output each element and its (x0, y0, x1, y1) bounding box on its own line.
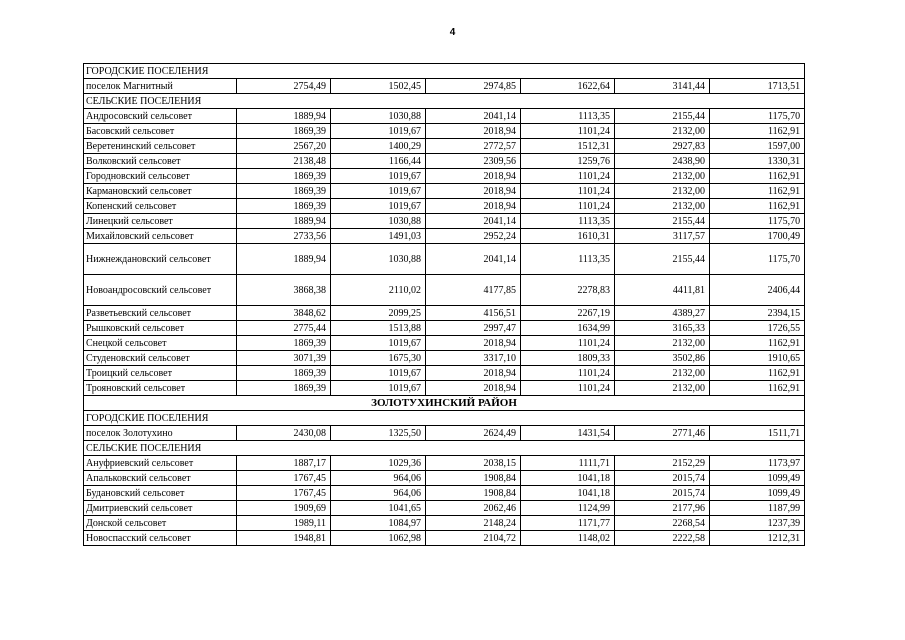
value-cell: 1869,39 (237, 124, 331, 139)
table-row (84, 139, 805, 154)
value-cell: 1597,00 (710, 139, 805, 154)
table-row (84, 351, 805, 366)
value-cell: 2438,90 (615, 154, 710, 169)
value-cell: 1700,49 (710, 229, 805, 244)
value-cell: 2772,57 (426, 139, 521, 154)
settlement-name: поселок Магнитный (84, 79, 237, 94)
section-heading: СЕЛЬСКИЕ ПОСЕЛЕНИЯ (84, 441, 805, 456)
value-cell: 1101,24 (521, 199, 615, 214)
settlement-name: Волковский сельсовет (84, 154, 237, 169)
value-cell: 2927,83 (615, 139, 710, 154)
value-cell: 1173,97 (710, 456, 805, 471)
table-row (84, 486, 805, 501)
value-cell: 2015,74 (615, 486, 710, 501)
value-cell: 1908,84 (426, 486, 521, 501)
section-heading: ГОРОДСКИЕ ПОСЕЛЕНИЯ (84, 64, 805, 79)
value-cell: 1989,11 (237, 516, 331, 531)
section-heading-row (84, 441, 805, 456)
table-row (84, 154, 805, 169)
value-cell: 2155,44 (615, 244, 710, 275)
value-cell: 1513,88 (331, 321, 426, 336)
table-row (84, 214, 805, 229)
value-cell: 2062,46 (426, 501, 521, 516)
value-cell: 1869,39 (237, 184, 331, 199)
value-cell: 1889,94 (237, 214, 331, 229)
value-cell: 1101,24 (521, 169, 615, 184)
value-cell: 3868,38 (237, 275, 331, 306)
value-cell: 1162,91 (710, 381, 805, 396)
value-cell: 2018,94 (426, 199, 521, 214)
settlement-name: Апальковский сельсовет (84, 471, 237, 486)
value-cell: 1869,39 (237, 199, 331, 214)
value-cell: 1237,39 (710, 516, 805, 531)
settlement-name: Донской сельсовет (84, 516, 237, 531)
settlement-name: Студеновский сельсовет (84, 351, 237, 366)
settlement-name: Разветьевский сельсовет (84, 306, 237, 321)
settlement-name: Нижнеждановский сельсовет (84, 244, 237, 275)
table-row (84, 169, 805, 184)
page-number: 4 (449, 27, 456, 38)
value-cell: 2018,94 (426, 366, 521, 381)
value-cell: 1162,91 (710, 184, 805, 199)
value-cell: 1101,24 (521, 381, 615, 396)
value-cell: 1909,69 (237, 501, 331, 516)
value-cell: 2138,48 (237, 154, 331, 169)
value-cell: 1019,67 (331, 199, 426, 214)
value-cell: 2110,02 (331, 275, 426, 306)
table-row (84, 516, 805, 531)
value-cell: 1148,02 (521, 531, 615, 546)
value-cell: 1019,67 (331, 336, 426, 351)
value-cell: 1019,67 (331, 169, 426, 184)
district-heading-row (84, 396, 805, 411)
value-cell: 2018,94 (426, 336, 521, 351)
value-cell: 3317,10 (426, 351, 521, 366)
value-cell: 1041,18 (521, 486, 615, 501)
value-cell: 3848,62 (237, 306, 331, 321)
value-cell: 1259,76 (521, 154, 615, 169)
value-cell: 1400,29 (331, 139, 426, 154)
value-cell: 1175,70 (710, 214, 805, 229)
value-cell: 1431,54 (521, 426, 615, 441)
settlement-name: поселок Золотухино (84, 426, 237, 441)
value-cell: 1726,55 (710, 321, 805, 336)
settlement-name: Снецкой сельсовет (84, 336, 237, 351)
value-cell: 1175,70 (710, 109, 805, 124)
settlement-name: Будановский сельсовет (84, 486, 237, 501)
value-cell: 1111,71 (521, 456, 615, 471)
settlement-name: Дмитриевский сельсовет (84, 501, 237, 516)
section-heading: СЕЛЬСКИЕ ПОСЕЛЕНИЯ (84, 94, 805, 109)
table-row (84, 275, 805, 306)
value-cell: 2430,08 (237, 426, 331, 441)
settlement-name: Трояновский сельсовет (84, 381, 237, 396)
table-row (84, 184, 805, 199)
section-heading-row (84, 94, 805, 109)
value-cell: 1171,77 (521, 516, 615, 531)
value-cell: 2974,85 (426, 79, 521, 94)
settlement-name: Кармановский сельсовет (84, 184, 237, 199)
value-cell: 2952,24 (426, 229, 521, 244)
table-row (84, 531, 805, 546)
value-cell: 2309,56 (426, 154, 521, 169)
table-row (84, 244, 805, 275)
table-row (84, 124, 805, 139)
value-cell: 1162,91 (710, 336, 805, 351)
settlement-name: Андросовский сельсовет (84, 109, 237, 124)
value-cell: 1675,30 (331, 351, 426, 366)
value-cell: 2997,47 (426, 321, 521, 336)
value-cell: 2268,54 (615, 516, 710, 531)
value-cell: 1019,67 (331, 366, 426, 381)
value-cell: 2015,74 (615, 471, 710, 486)
value-cell: 1113,35 (521, 214, 615, 229)
value-cell: 1019,67 (331, 124, 426, 139)
table-row (84, 456, 805, 471)
value-cell: 1622,64 (521, 79, 615, 94)
value-cell: 1610,31 (521, 229, 615, 244)
value-cell: 1099,49 (710, 471, 805, 486)
settlement-name: Городновский сельсовет (84, 169, 237, 184)
value-cell: 1101,24 (521, 184, 615, 199)
value-cell: 1512,31 (521, 139, 615, 154)
table-row (84, 471, 805, 486)
value-cell: 1502,45 (331, 79, 426, 94)
value-cell: 1809,33 (521, 351, 615, 366)
value-cell: 4177,85 (426, 275, 521, 306)
value-cell: 1019,67 (331, 184, 426, 199)
value-cell: 2099,25 (331, 306, 426, 321)
value-cell: 2041,14 (426, 214, 521, 229)
settlement-name: Новоандросовский сельсовет (84, 275, 237, 306)
value-cell: 2278,83 (521, 275, 615, 306)
value-cell: 1124,99 (521, 501, 615, 516)
value-cell: 2775,44 (237, 321, 331, 336)
value-cell: 2754,49 (237, 79, 331, 94)
value-cell: 1889,94 (237, 109, 331, 124)
value-cell: 2132,00 (615, 184, 710, 199)
value-cell: 1212,31 (710, 531, 805, 546)
value-cell: 1101,24 (521, 366, 615, 381)
value-cell: 2132,00 (615, 124, 710, 139)
value-cell: 2152,29 (615, 456, 710, 471)
value-cell: 964,06 (331, 486, 426, 501)
value-cell: 1869,39 (237, 366, 331, 381)
value-cell: 2567,20 (237, 139, 331, 154)
value-cell: 3165,33 (615, 321, 710, 336)
value-cell: 1634,99 (521, 321, 615, 336)
settlement-name: Михайловский сельсовет (84, 229, 237, 244)
value-cell: 2018,94 (426, 169, 521, 184)
value-cell: 2267,19 (521, 306, 615, 321)
value-cell: 1084,97 (331, 516, 426, 531)
value-cell: 2132,00 (615, 381, 710, 396)
value-cell: 3117,57 (615, 229, 710, 244)
value-cell: 1869,39 (237, 381, 331, 396)
value-cell: 1113,35 (521, 109, 615, 124)
value-cell: 1948,81 (237, 531, 331, 546)
value-cell: 964,06 (331, 471, 426, 486)
value-cell: 1869,39 (237, 169, 331, 184)
value-cell: 1889,94 (237, 244, 331, 275)
table-row (84, 336, 805, 351)
table-row (84, 229, 805, 244)
value-cell: 2394,15 (710, 306, 805, 321)
settlement-name: Ануфриевский сельсовет (84, 456, 237, 471)
value-cell: 1041,65 (331, 501, 426, 516)
value-cell: 1491,03 (331, 229, 426, 244)
value-cell: 2155,44 (615, 214, 710, 229)
value-cell: 2148,24 (426, 516, 521, 531)
settlement-name: Линецкий сельсовет (84, 214, 237, 229)
value-cell: 2177,96 (615, 501, 710, 516)
value-cell: 2624,49 (426, 426, 521, 441)
value-cell: 2018,94 (426, 381, 521, 396)
settlement-name: Басовский сельсовет (84, 124, 237, 139)
value-cell: 2041,14 (426, 244, 521, 275)
value-cell: 2018,94 (426, 124, 521, 139)
value-cell: 1062,98 (331, 531, 426, 546)
value-cell: 2132,00 (615, 336, 710, 351)
value-cell: 1162,91 (710, 366, 805, 381)
table-row (84, 109, 805, 124)
value-cell: 1099,49 (710, 486, 805, 501)
value-cell: 1869,39 (237, 336, 331, 351)
value-cell: 1162,91 (710, 199, 805, 214)
value-cell: 1187,99 (710, 501, 805, 516)
table-row (84, 366, 805, 381)
tariff-table (83, 63, 805, 546)
table-row (84, 306, 805, 321)
value-cell: 1330,31 (710, 154, 805, 169)
section-heading-row (84, 411, 805, 426)
settlement-name: Новоспасский сельсовет (84, 531, 237, 546)
value-cell: 1887,17 (237, 456, 331, 471)
section-heading: ГОРОДСКИЕ ПОСЕЛЕНИЯ (84, 411, 805, 426)
table-row (84, 199, 805, 214)
settlement-name: Рышковский сельсовет (84, 321, 237, 336)
value-cell: 4156,51 (426, 306, 521, 321)
value-cell: 2222,58 (615, 531, 710, 546)
value-cell: 1908,84 (426, 471, 521, 486)
value-cell: 2406,44 (710, 275, 805, 306)
value-cell: 2733,56 (237, 229, 331, 244)
table-row (84, 426, 805, 441)
value-cell: 1101,24 (521, 336, 615, 351)
value-cell: 3141,44 (615, 79, 710, 94)
value-cell: 3502,86 (615, 351, 710, 366)
value-cell: 1910,65 (710, 351, 805, 366)
value-cell: 1029,36 (331, 456, 426, 471)
value-cell: 2132,00 (615, 199, 710, 214)
value-cell: 1166,44 (331, 154, 426, 169)
table-row (84, 501, 805, 516)
settlement-name: Веретенинский сельсовет (84, 139, 237, 154)
value-cell: 4389,27 (615, 306, 710, 321)
value-cell: 2018,94 (426, 184, 521, 199)
value-cell: 2771,46 (615, 426, 710, 441)
value-cell: 1713,51 (710, 79, 805, 94)
value-cell: 1030,88 (331, 214, 426, 229)
value-cell: 1162,91 (710, 169, 805, 184)
district-heading: ЗОЛОТУХИНСКИЙ РАЙОН (84, 396, 805, 411)
value-cell: 2041,14 (426, 109, 521, 124)
value-cell: 2104,72 (426, 531, 521, 546)
value-cell: 1041,18 (521, 471, 615, 486)
section-heading-row (84, 64, 805, 79)
value-cell: 1113,35 (521, 244, 615, 275)
value-cell: 4411,81 (615, 275, 710, 306)
value-cell: 1030,88 (331, 244, 426, 275)
value-cell: 1175,70 (710, 244, 805, 275)
table-row (84, 79, 805, 94)
value-cell: 2132,00 (615, 366, 710, 381)
value-cell: 2038,15 (426, 456, 521, 471)
table-row (84, 321, 805, 336)
value-cell: 1030,88 (331, 109, 426, 124)
value-cell: 2155,44 (615, 109, 710, 124)
value-cell: 2132,00 (615, 169, 710, 184)
value-cell: 1767,45 (237, 471, 331, 486)
value-cell: 1325,50 (331, 426, 426, 441)
value-cell: 1101,24 (521, 124, 615, 139)
value-cell: 1511,71 (710, 426, 805, 441)
table-row (84, 381, 805, 396)
value-cell: 1019,67 (331, 381, 426, 396)
settlement-name: Троицкий сельсовет (84, 366, 237, 381)
value-cell: 3071,39 (237, 351, 331, 366)
value-cell: 1162,91 (710, 124, 805, 139)
value-cell: 1767,45 (237, 486, 331, 501)
settlement-name: Копенский сельсовет (84, 199, 237, 214)
